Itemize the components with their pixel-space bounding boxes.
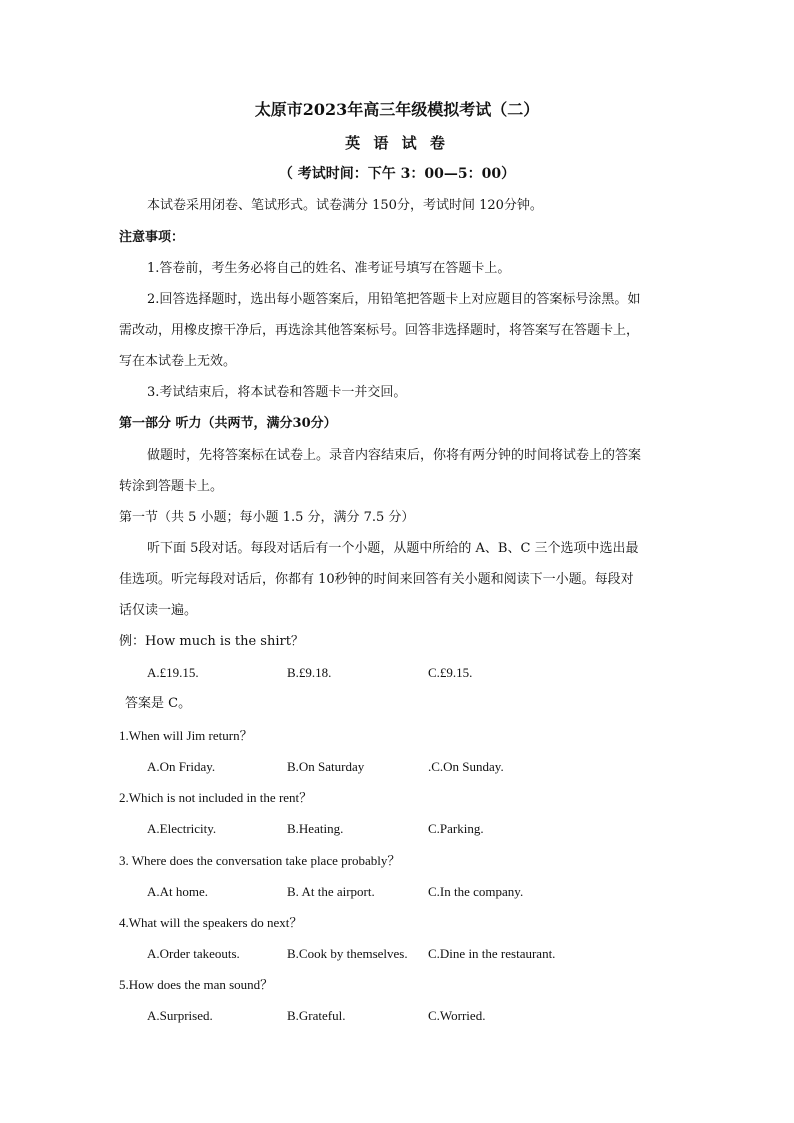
question-3-option-b: B. At the airport.	[287, 884, 375, 899]
question-2-option-c: C.Parking.	[428, 821, 484, 836]
question-1: 1.When will Jim return？	[119, 728, 253, 743]
example-option-b: B.£9.18.	[287, 665, 332, 680]
question-2-option-a: A.Electricity.	[147, 821, 217, 836]
question-5-option-c: C.Worried.	[428, 1008, 486, 1023]
notice-item-1: 1.答卷前，考生务必将自己的姓名、准考证号填写在答题卡上。	[147, 261, 511, 276]
question-1-option-c: .C.On Sunday.	[428, 759, 504, 774]
part1-heading: 第一部分 听力（共两节，满分30分）	[119, 416, 337, 431]
question-5: 5.How does the man sound？	[119, 977, 274, 992]
question-5-option-b: B.Grateful.	[287, 1008, 346, 1023]
part1-desc-line-1: 做题时，先将答案标在试卷上。录音内容结束后，你将有两分钟的时间将试卷上的答案	[147, 448, 642, 463]
question-4-option-c: C.Dine in the restaurant.	[428, 946, 556, 961]
section1-instructions-line-1: 听下面 5段对话。每段对话后有一个小题，从题中所给的 A、B、C 三个选项中选出最	[147, 541, 639, 556]
section1-instructions-line-2: 佳选项。听完每段对话后，你都有 10秒钟的时间来回答有关小题和阅读下一小题。每段对	[119, 572, 634, 587]
question-2: 2.Which is not included in the rent？	[119, 790, 313, 805]
exam-time: （ 考试时间：下午 3：00—5：00）	[278, 166, 516, 182]
notice-item-2-line-2: 需改动，用橡皮擦干净后，再选涂其他答案标号。回答非选择题时，将答案写在答题卡上，	[119, 323, 640, 338]
section1-heading: 第一节（共 5 小题；每小题 1.5 分，满分 7.5 分）	[119, 510, 415, 525]
intro-text: 本试卷采用闭卷、笔试形式。试卷满分 150分，考试时间 120分钟。	[147, 198, 543, 213]
example-answer: 答案是 C。	[125, 696, 192, 711]
question-2-option-b: B.Heating.	[287, 821, 344, 836]
notice-item-2-line-3: 写在本试卷上无效。	[119, 354, 237, 369]
notice-heading: 注意事项：	[119, 230, 185, 245]
example-option-c: C.£9.15.	[428, 665, 473, 680]
notice-item-2-line-1: 2.回答选择题时，选出每小题答案后，用铅笔把答题卡上对应题目的答案标号涂黑。如	[147, 292, 641, 307]
question-1-option-a: A.On Friday.	[147, 759, 216, 774]
exam-subject: 英 语 试 卷	[345, 134, 449, 152]
question-3-option-a: A.At home.	[147, 884, 209, 899]
question-1-option-b: B.On Saturday	[287, 759, 365, 774]
question-3: 3. Where does the conversation take place probably？	[119, 853, 401, 868]
example-question: 例：How much is the shirt？	[119, 634, 304, 649]
exam-title: 太原市2023年高三年级模拟考试（二）	[254, 100, 540, 119]
example-option-a: A.£19.15.	[147, 665, 199, 680]
question-3-option-c: C.In the company.	[428, 884, 524, 899]
notice-item-3: 3.考试结束后，将本试卷和答题卡一并交回。	[147, 385, 407, 400]
question-4: 4.What will the speakers do next？	[119, 915, 303, 930]
question-4-option-b: B.Cook by themselves.	[287, 946, 408, 961]
section1-instructions-line-3: 话仅读一遍。	[119, 603, 198, 618]
question-5-option-a: A.Surprised.	[147, 1008, 213, 1023]
question-4-option-a: A.Order takeouts.	[147, 946, 240, 961]
part1-desc-line-2: 转涂到答题卡上。	[119, 479, 224, 494]
